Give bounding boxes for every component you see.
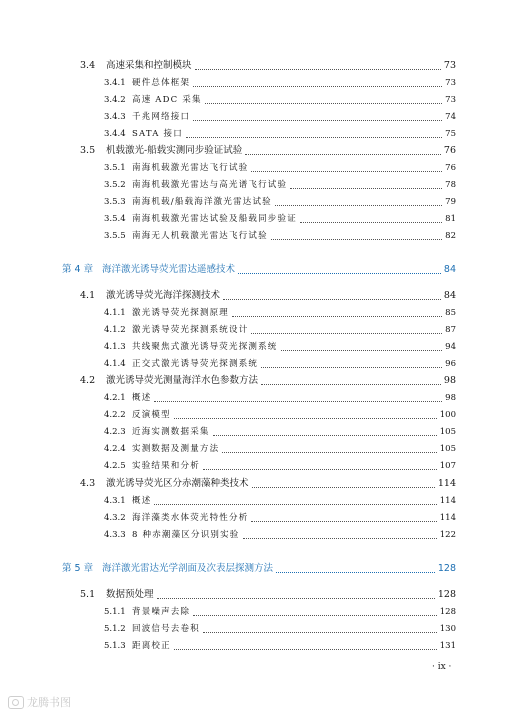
toc-title: 高速采集和控制模块 [106,60,192,71]
toc-page: 122 [439,530,456,540]
toc-number: 4.3.3 [104,530,126,540]
toc-leader [174,418,437,419]
toc-number: 4.2.1 [104,393,126,403]
toc-number: 4.2 [80,375,96,386]
toc-leader [275,205,442,206]
toc-chapter-number: 第 4 章 [62,264,94,275]
toc-number: 3.4.1 [104,78,126,88]
toc-number: 3.5 [80,145,96,156]
toc-entry[interactable] [104,305,456,321]
toc-entry[interactable] [104,109,456,125]
toc-leader [205,103,443,104]
toc-number: 3.4.3 [104,112,126,122]
toc-page: 81 [445,214,456,224]
toc-leader [276,572,435,573]
toc-page: 105 [439,444,456,454]
toc-number: 3.5.5 [104,231,126,241]
toc-number: 4.2.3 [104,427,126,437]
toc-title: 实测数据及测量方法 [132,444,220,454]
toc-leader [213,435,437,436]
toc-leader [300,222,442,223]
toc-number: 3.5.1 [104,163,126,173]
toc-page: 128 [437,589,456,600]
toc-number: 3.5.2 [104,180,126,190]
toc-title: 南海无人机载激光雷达飞行试验 [132,231,268,241]
toc-number: 5.1.1 [104,607,126,617]
toc-page: 128 [439,607,456,617]
toc-title: 数据预处理 [106,589,154,600]
toc-page: 79 [445,197,456,207]
toc-title: 背景噪声去除 [132,607,191,617]
toc-page: 82 [445,231,456,241]
toc-leader [203,632,437,633]
toc-entry[interactable] [80,288,456,304]
toc-leader [238,273,441,274]
toc-entry[interactable] [104,638,456,654]
toc-page: 78 [445,180,456,190]
toc-title: 距离校正 [132,641,171,651]
toc-entry[interactable] [104,510,456,526]
toc-chapter[interactable] [62,262,456,278]
toc-title: 8 种赤潮藻区分识别实验 [132,530,240,540]
toc-page: 84 [443,264,456,275]
toc-chapter-title: 海洋激光诱导荧光雷达遥感技术 [102,264,236,275]
toc-title: 概述 [132,496,152,506]
toc-title: 激光诱导荧光测量海洋水色参数方法 [106,375,259,386]
toc-chapter[interactable] [62,561,456,577]
toc-page: 114 [439,513,456,523]
toc-chapter-title: 海洋激光雷达光学剖面及次表层探测方法 [102,563,274,574]
toc-entry[interactable] [104,424,456,440]
toc-entry[interactable] [104,458,456,474]
toc-chapter-number: 第 5 章 [62,563,94,574]
toc-number: 4.1 [80,290,96,301]
toc-page: 76 [443,145,456,156]
toc-title: 反演模型 [132,410,171,420]
toc-entry[interactable] [104,322,456,338]
toc-entry[interactable] [80,373,456,389]
toc-entry[interactable] [104,441,456,457]
page-number: · ix · [432,662,452,672]
toc-title: 南海机载激光雷达试验及船载同步验证 [132,214,297,224]
toc-leader [252,487,435,488]
toc-number: 4.1.2 [104,325,126,335]
toc-entry[interactable] [104,126,456,142]
toc-leader [195,69,441,70]
toc-number: 5.1.2 [104,624,126,634]
toc-title: 激光诱导荧光探测原理 [132,308,230,318]
toc-page: 98 [443,375,456,386]
toc-page: 85 [445,308,456,318]
toc-leader [251,171,442,172]
toc-title: 南海机载激光雷达与高光谱飞行试验 [132,180,288,190]
toc-page: 73 [443,60,456,71]
toc-page: 114 [439,496,456,506]
toc-entry[interactable] [104,604,456,620]
toc-page: 131 [439,641,456,651]
toc-number: 3.5.4 [104,214,126,224]
toc-leader [186,137,442,138]
toc-page: 73 [445,78,456,88]
toc-entry[interactable] [104,211,456,227]
toc-number: 3.4 [80,60,96,71]
toc-number: 4.1.1 [104,308,126,318]
toc-page: 114 [437,478,456,489]
toc-leader [232,316,442,317]
toc-number: 5.1.3 [104,641,126,651]
toc-page: 94 [445,342,456,352]
toc-entry[interactable] [104,92,456,108]
toc-entry[interactable] [104,621,456,637]
toc-page: 74 [445,112,456,122]
toc-entry[interactable] [104,390,456,406]
toc-entry[interactable] [80,587,456,603]
toc-page: 128 [437,563,456,574]
toc-leader [193,86,442,87]
toc-page: 107 [439,461,456,471]
toc-leader [222,452,436,453]
toc-number: 4.1.3 [104,342,126,352]
toc-entry[interactable] [104,228,456,244]
toc-entry[interactable] [104,339,456,355]
toc-leader [154,504,436,505]
toc-leader [174,649,437,650]
toc-title: 海洋藻类水体荧光特性分析 [132,513,249,523]
toc-leader [271,239,442,240]
toc-leader [223,299,441,300]
toc-title: 回波信号去卷积 [132,624,200,634]
toc-entry[interactable] [80,476,456,492]
toc-entry[interactable] [104,177,456,193]
toc-entry[interactable] [104,407,456,423]
toc-leader [261,367,442,368]
toc-leader [157,598,435,599]
toc-page: 100 [439,410,456,420]
toc-entry[interactable] [104,160,456,176]
toc-title: SATA 接口 [132,129,183,139]
toc-page: 87 [445,325,456,335]
toc-page: 84 [443,290,456,301]
toc-title: 实验结果和分析 [132,461,200,471]
toc-entry[interactable] [104,493,456,509]
watermark-text: 龙腾书图 [27,696,71,709]
toc-title: 机载激光-船载实测同步验证试验 [106,145,243,156]
toc-title: 南海机载激光雷达飞行试验 [132,163,249,173]
toc-page: 75 [445,129,456,139]
toc-leader [281,350,443,351]
toc-title: 高速 ADC 采集 [132,95,202,105]
toc-page: 73 [445,95,456,105]
toc-title: 概述 [132,393,152,403]
toc-leader [193,120,442,121]
toc-number: 3.4.2 [104,95,126,105]
toc-title: 共线聚焦式激光诱导荧光探测系统 [132,342,278,352]
toc-leader [243,538,437,539]
toc-number: 4.3.1 [104,496,126,506]
toc-number: 3.5.3 [104,197,126,207]
toc-entry[interactable] [80,58,456,74]
toc-entry[interactable] [104,527,456,543]
toc-entry[interactable] [80,143,456,159]
toc-entry[interactable] [104,194,456,210]
toc-number: 4.2.4 [104,444,126,454]
toc-page: 98 [445,393,456,403]
toc-page: 76 [445,163,456,173]
toc-leader [203,469,437,470]
camera-icon [8,696,24,709]
toc-leader [290,188,442,189]
toc-leader [154,401,442,402]
toc-title: 近海实测数据采集 [132,427,210,437]
toc-title: 正交式激光诱导荧光探测系统 [132,359,259,369]
toc-page: 105 [439,427,456,437]
toc-number: 3.4.4 [104,129,126,139]
toc-title: 激光诱导荧光区分赤潮藻种类技术 [106,478,249,489]
toc-leader [261,384,441,385]
toc-number: 5.1 [80,589,96,600]
toc-leader [245,154,441,155]
toc-title: 激光诱导荧光探测系统设计 [132,325,249,335]
toc-page: 130 [439,624,456,634]
toc-entry[interactable] [104,356,456,372]
toc-title: 激光诱导荧光海洋探测技术 [106,290,221,301]
toc-number: 4.1.4 [104,359,126,369]
toc-title: 南海机载/船载海洋激光雷达试验 [132,197,272,207]
toc-number: 4.2.2 [104,410,126,420]
toc-entry[interactable] [104,75,456,91]
toc-leader [251,521,436,522]
toc-leader [193,615,437,616]
toc-number: 4.3.2 [104,513,126,523]
toc-number: 4.3 [80,478,96,489]
toc-leader [251,333,442,334]
toc-title: 千兆网络接口 [132,112,191,122]
toc-page: 96 [445,359,456,369]
watermark [8,694,71,710]
toc-number: 4.2.5 [104,461,126,471]
toc-title: 硬件总体框架 [132,78,191,88]
